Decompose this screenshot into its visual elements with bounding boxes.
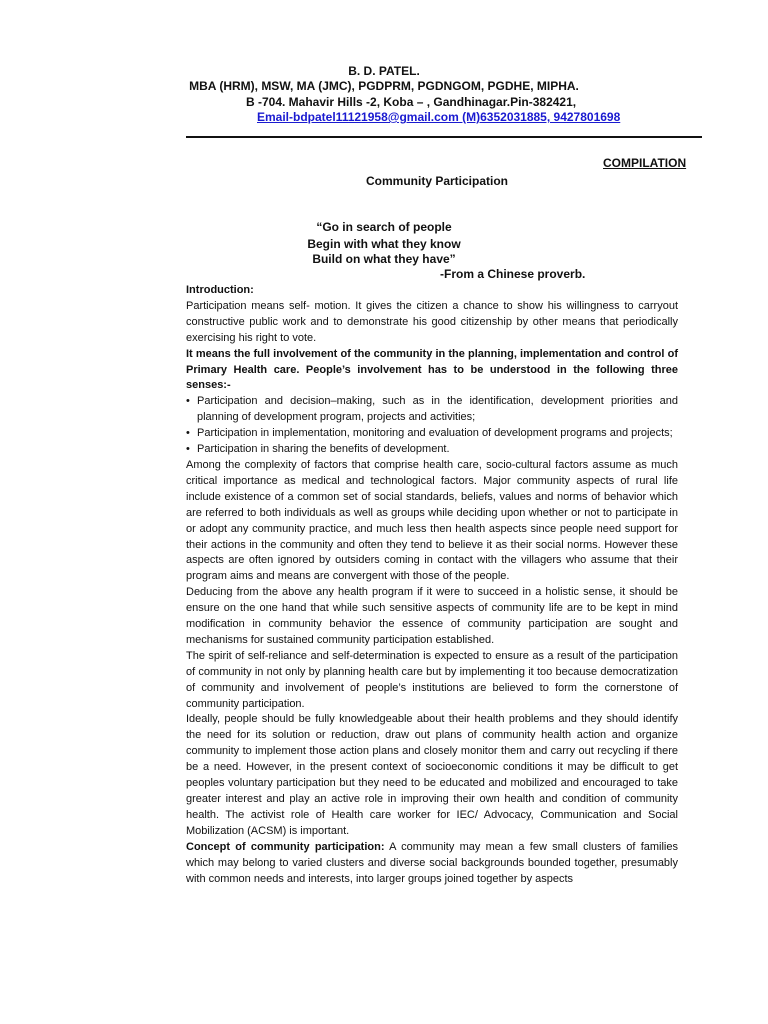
- involvement-paragraph: It means the full involvement of the community in the planning, implementation and control of Primary Health care. People’s involvement has to be understood in the following three senses:-: [186, 347, 678, 392]
- concept-heading: Concept of community participation:: [186, 840, 385, 853]
- quote-source: -From a Chinese proverb.: [440, 267, 586, 281]
- bullet-icon: •: [186, 395, 190, 408]
- introduction-paragraph: Participation means self- motion. It gives the citizen a chance to show his willingness to carryout constructive public work and to demonstrate his good citizenship by other means that periodically exercising his right to vote.: [186, 299, 678, 344]
- document-body: [186, 283, 678, 887]
- author-address: B -704. Mahavir Hills -2, Koba – , Gandhinagar.Pin-382421,: [246, 95, 577, 109]
- list-item: [186, 394, 678, 426]
- body-paragraph: Deducing from the above any health program if it were to succeed in a holistic sense, it should be ensure on the one hand that while such sensitive aspects of community life are to be kept in mind modification in community behavior the essence of community participation are sought and mechanisms for sustained community participation established.: [186, 586, 678, 646]
- body-paragraph: Among the complexity of factors that comprise health care, socio-cultural factors assume as much critical importance as medical and technological factors. Major community aspects of rural life include existence of a common set of social standards, beliefs, values and norms of behavior which are referred to both individuals as well as groups while deciding upon whether or not to participate in or adopt any community practice, and much less then health aspects since people need support for their actions in the community and often they tend to believe it as their social norms. However these aspects are often ignored by outsiders coming in contact with the villagers who assume that their program aims and means are convergent with those of the people.: [186, 458, 678, 583]
- senses-list: [186, 394, 678, 458]
- body-paragraph: The spirit of self-reliance and self-determination is expected to ensure as a result of the participation of community in not only by planning health care but by implementing it too because democratization of community and involvement of people’s institutions are believed to form the cornerstone of community participation.: [186, 649, 678, 710]
- quote-line-2: Begin with what they know: [307, 237, 461, 251]
- bullet-icon: •: [186, 427, 190, 440]
- author-name: B. D. PATEL.: [348, 64, 420, 78]
- list-item: [186, 442, 678, 458]
- list-item-text: Participation and decision–making, such as in the identification, development priorities and planning of development program, projects and activities;: [197, 395, 678, 424]
- quote-line-3: Build on what they have”: [312, 252, 456, 266]
- compilation-label: COMPILATION: [603, 156, 687, 170]
- list-item: [186, 426, 678, 442]
- author-contact-link[interactable]: Email-bdpatel11121958@gmail.com (M)6352031885, 9427801698: [257, 110, 621, 124]
- bullet-icon: •: [186, 443, 190, 456]
- header-divider: [186, 136, 702, 138]
- document-title: Community Participation: [366, 174, 509, 188]
- list-item-text: Participation in sharing the benefits of development.: [197, 443, 450, 456]
- concept-paragraph: [186, 840, 678, 888]
- concept-text: A community may mean a few small clusters of families which may belong to varied clusters and diverse social backgrounds bounded together, presumably with common needs and interests, into larger groups joined together by aspects: [186, 840, 678, 885]
- quote-line-1: “Go in search of people: [316, 220, 452, 234]
- introduction-heading: Introduction:: [186, 284, 254, 296]
- author-degrees: MBA (HRM), MSW, MA (JMC), PGDPRM, PGDNGOM, PGDHE, MIPHA.: [189, 79, 579, 93]
- list-item-text: Participation in implementation, monitoring and evaluation of development programs and projects;: [197, 427, 673, 440]
- body-paragraph: Ideally, people should be fully knowledgeable about their health problems and they should identify the need for its solution or reduction, draw out plans of community health action and organize community to implement those action plans and closely monitor them and carry out recycling if there be a need. However, in the present context of socioeconomic conditions it may be difficult to get peoples voluntary participation but they need to be educated and mobilized and encouraged to take greater interest and play an active role in improving their own health and condition of community health. The activist role of Health care worker for IEC/ Advocacy, Communication and Social Mobilization (ACSM) is important.: [186, 713, 678, 837]
